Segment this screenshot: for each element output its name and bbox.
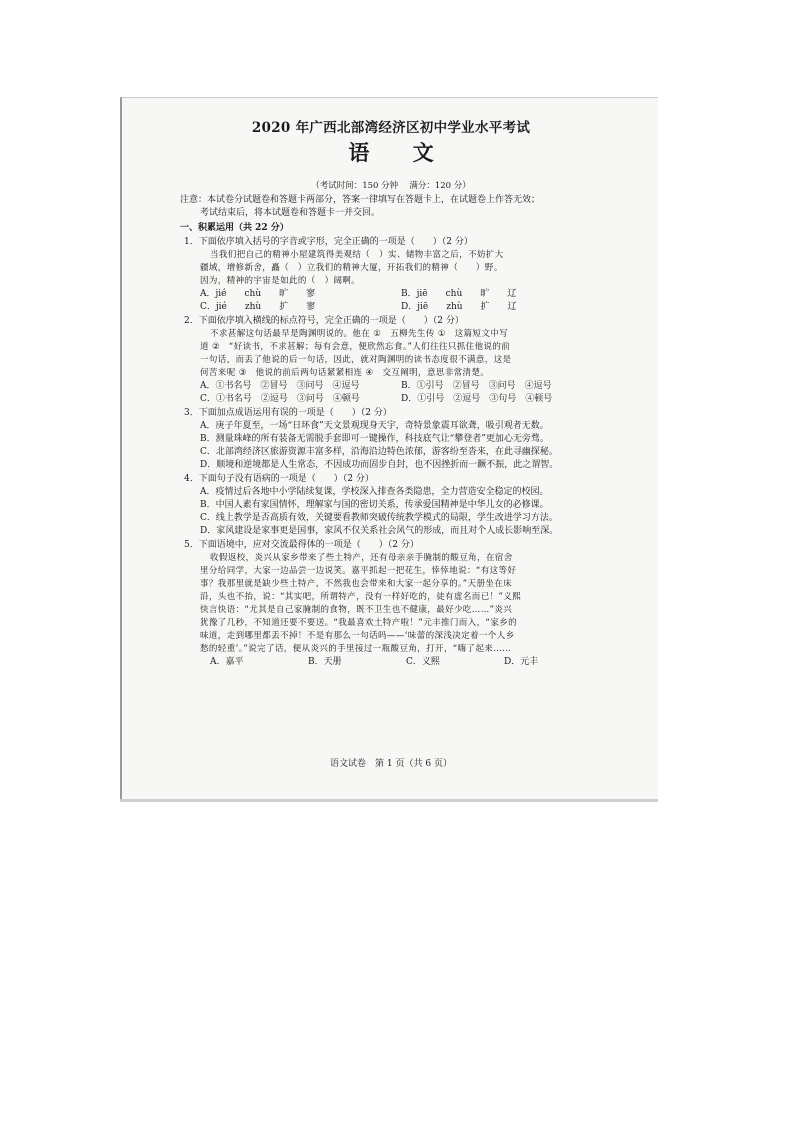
exam-info: （考试时间：150 分钟 满分：120 分）	[311, 181, 471, 191]
question-4-option-b: B．中国人素有家国情怀，理解家与国的密切关系，传承爱国精神是中华儿女的必修课。	[200, 500, 549, 510]
notice-line-1: 注意：本试卷分试题卷和答题卡两部分，答案一律填写在答题卡上，在试题卷上作答无效；	[180, 195, 541, 205]
question-3-option-d: D．顺境和逆境都是人生常态，不因成功而固步自封，也不因挫折而一蹶不振，此之谓智。	[200, 460, 559, 470]
question-3-option-b: B．测量珠峰的所有装备无需脱手套即可一键操作，科技底气让“攀登者”更加心无旁骛。	[200, 434, 549, 444]
exam-body	[180, 194, 602, 669]
question-5-passage-line: 里分给同学，大家一边品尝一边说笑。嘉平抓起一把花生，悻悻地说：“有这等好	[200, 566, 517, 576]
question-4-option-c: C．线上教学是否高质有效，关键要看教师突破传统教学模式的局限，学生改进学习方法。	[200, 513, 558, 523]
question-2-stem: 2．下面依序填入横线的标点符号，完全正确的一项是（ ）（2 分）	[184, 316, 464, 326]
question-2-option-d: D．①引号 ②逗号 ③句号 ④顿号	[401, 394, 553, 404]
question-5-option-b: B．天册	[308, 657, 342, 667]
question-3-stem: 3．下面加点成语运用有误的一项是（ ）（2 分）	[184, 408, 392, 418]
question-5-passage-line: 沿，头也不抬，说：“其实吧，所谓特产，没有一样好吃的，徒有虚名而已！”义熙	[200, 592, 522, 602]
question-3-option-c: C．北部湾经济区旅游资源丰富多样，沿海沿边特色浓郁，游客纷至沓来，在此寻幽探秘。	[200, 447, 558, 457]
scan-bottom-edge	[120, 799, 658, 802]
question-5-stem: 5．下面语境中，应对交流最得体的一项是（ ）（2 分）	[184, 540, 419, 550]
question-4-stem: 4．下面句子没有语病的一项是（ ）（2 分）	[184, 474, 374, 484]
question-5-option-d: D．元丰	[504, 657, 539, 667]
question-1-options-row	[180, 301, 602, 314]
question-3-option-a: A．庚子年夏至，一场“日环食”天文景观现身天宇，奇特景象震耳欲聋，吸引观者无数。	[200, 421, 549, 431]
question-5-passage-line: 愁的轻重’。”说完了话，便从炎兴的手里接过一瓶酸豆角，打开，“嗨了起来……	[200, 644, 512, 654]
question-5-passage-line: 快言快语：“尤其是自己家腌制的食物，既不卫生也不健康，最好少吃……”炎兴	[200, 605, 513, 615]
subject-title: 语 文	[348, 140, 452, 165]
question-5-option-c: C．义熙	[406, 657, 440, 667]
question-4-option-a: A．疫情过后各地中小学陆续复课，学校深入排查各类隐患，全力营造安全稳定的校园。	[200, 487, 549, 497]
question-2-passage-line: 何苦来呢 ③ 他说的前后两句话紧紧相连 ④ 交互阐明，意思非常清楚。	[200, 368, 490, 378]
question-2-option-c: C．①书名号 ②逗号 ③问号 ④顿号	[200, 394, 360, 404]
notice-line-2: 考试结束后，将本试题卷和答题卡一并交回。	[200, 208, 381, 218]
question-4-option-d: D．家风建设是家事更是国事，家风不仅关系社会风气的形成，而且对个人成长影响至深。	[200, 526, 559, 536]
question-5-passage-line: 事？我那里就是缺少些土特产，不然我也会带来和大家一起分享的。”天册坐在床	[200, 579, 513, 589]
question-2-option-a: A．①书名号 ②冒号 ③问号 ④逗号	[200, 381, 360, 391]
question-1-passage-line: 因为，精神的宇宙是如此的（ ）阔啊。	[200, 276, 361, 286]
question-2-passage-line: 一句话，而丢了他说的后一句话，因此，就对陶渊明的读书态度很不满意，这是	[200, 355, 512, 365]
exam-title: 2020 年广西北部湾经济区初中学业水平考试	[251, 120, 531, 136]
page-footer: 语文试卷 第 1 页（共 6 页）	[330, 759, 452, 769]
question-5-options-row	[180, 656, 602, 669]
question-1-stem: 1．下面依序填入括号的字音或字形，完全正确的一项是（ ）（2 分）	[184, 237, 473, 247]
scanned-page	[120, 97, 658, 801]
question-5-option-a: A．嘉平	[210, 657, 244, 667]
question-2-passage-line: 道 ② “好读书，不求甚解；每有会意，便欣然忘食。”人们往往只抓住他说的前	[200, 342, 511, 352]
question-5-passage-line: 味道，走到哪里都丢不掉！不是有那么一句话吗——‘味蕾的深浅决定着一个人乡	[200, 631, 515, 641]
question-1-passage-line: 疆域，增修新舍，矗（ ）立我们的精神大厦，开拓我们的精神（ ）野。	[200, 263, 503, 273]
section-title: 一、积累运用（共 22 分）	[180, 223, 289, 233]
question-2-options-row	[180, 393, 602, 406]
question-1-option-a: A．jié chù 旷 寥	[200, 289, 316, 299]
question-1-option-b: B．jiē chù 旷 辽	[401, 289, 517, 299]
question-1-passage-line: 当我们把自己的精神小屋建筑得美观结（ ）实、储物丰富之后，不妨扩大	[210, 250, 504, 260]
question-5-passage-line: 犹豫了几秒，不知道还要不要送。“我最喜欢土特产啦！”元丰推门而入，“家乡的	[200, 618, 518, 628]
question-1-option-d: D．jiē zhù 扩 辽	[401, 302, 517, 312]
question-2-passage-line: 不求甚解这句话最早是陶渊明说的。他在 ① 五柳先生传 ① 这篇短文中写	[210, 329, 509, 339]
question-1-options-row	[180, 288, 602, 301]
question-2-options-row	[180, 380, 602, 393]
question-2-option-b: B．①引号 ②冒号 ③问号 ④逗号	[401, 381, 552, 391]
question-1-option-c: C．jié zhù 扩 寥	[200, 302, 316, 312]
question-5-passage-line: 收假返校，炎兴从家乡带来了些土特产，还有母亲亲手腌制的酸豆角，在宿舍	[210, 553, 513, 563]
